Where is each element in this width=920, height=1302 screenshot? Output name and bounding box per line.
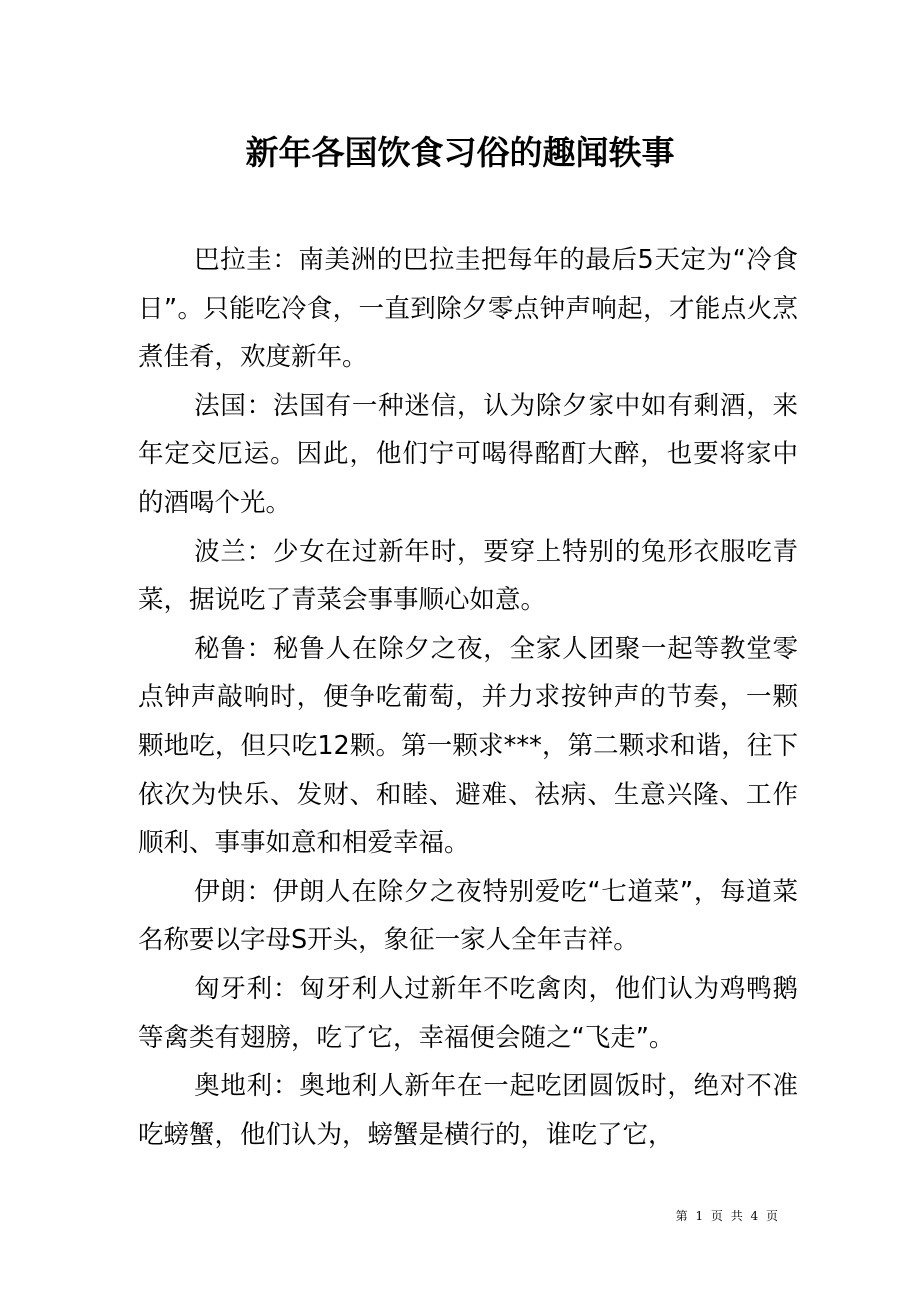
paragraph-austria: 奥地利：奥地利人新年在一起吃团圆饭时，绝对不准吃螃蟹，他们认为，螃蟹是横行的，谁吃了它，	[138, 1071, 798, 1150]
document-body	[138, 236, 798, 1159]
document-title: 新年各国饮食习俗的趣闻轶事	[245, 133, 675, 172]
paragraph-hungary: 匈牙利：匈牙利人过新年不吃禽肉，他们认为鸡鸭鹅等禽类有翅膀，吃了它，幸福便会随之“飞走”。	[138, 973, 798, 1053]
paragraph-peru: 秘鲁：秘鲁人在除夕之夜，全家人团聚一起等教堂零点钟声敲响时，便争吃葡萄，并力求按钟声的节奏，一颗颗地吃，但只吃12颗。第一颗求***，第二颗求和谐，往下依次为快乐、发财、和睦、避难、祛病、生意兴隆、工作顺利、事事如意和相爱幸福。	[138, 633, 798, 859]
paragraph-poland: 波兰：少女在过新年时，要穿上特别的兔形衣服吃青菜，据说吃了青菜会事事顺心如意。	[138, 536, 798, 616]
paragraph-iran: 伊朗：伊朗人在除夕之夜特别爱吃“七道菜”，每道菜名称要以字母S开头，象征一家人全年吉祥。	[138, 876, 798, 956]
paragraph-france: 法国：法国有一种迷信，认为除夕家中如有剩酒，来年定交厄运。因此，他们宁可喝得酩酊大醉，也要将家中的酒喝个光。	[138, 390, 798, 518]
paragraph-paraguay: 巴拉圭：南美洲的巴拉圭把每年的最后5天定为“冷食日”。只能吃冷食，一直到除夕零点钟声响起，才能点火烹煮佳肴，欢度新年。	[138, 245, 798, 373]
page-number-footer: 第 1 页 共 4 页	[675, 1209, 780, 1223]
